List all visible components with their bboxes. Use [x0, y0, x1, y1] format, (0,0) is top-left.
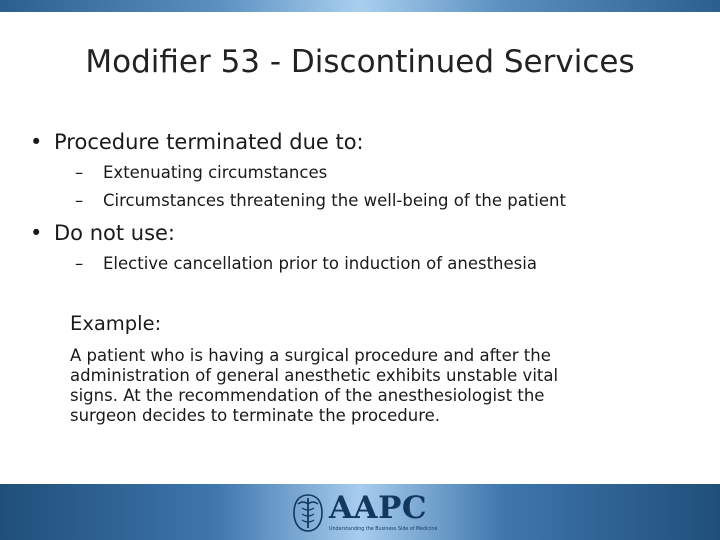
example-line: surgeon decides to terminate the procedure. — [70, 406, 441, 425]
logo-wordmark: AAPC — [329, 490, 428, 526]
example-line: A patient who is having a surgical procedure and after the — [70, 346, 551, 365]
sub-bullet-text: Extenuating circumstances — [103, 163, 328, 182]
sub-bullet-item — [75, 254, 537, 273]
bullet-item — [30, 221, 175, 245]
sub-bullet-text: Elective cancellation prior to induction of anesthesia — [103, 254, 537, 273]
sub-bullet-item — [75, 163, 327, 182]
bullet-text: Do not use: — [54, 221, 176, 245]
sub-bullet-text: Circumstances threatening the well-being of the patient — [103, 191, 566, 210]
logo-tagline: Understanding the Business Side of Medicine — [329, 527, 438, 532]
aapc-logo — [285, 489, 438, 536]
bullet-item — [30, 130, 364, 154]
sub-bullet-item — [75, 191, 566, 210]
dash-glyph: – — [75, 163, 84, 182]
dash-glyph: – — [75, 254, 84, 273]
example-line: administration of general anesthetic exhibits unstable vital — [70, 366, 559, 385]
example-line: signs. At the recommendation of the anesthesiologist the — [70, 386, 545, 405]
caduceus-icon — [291, 493, 325, 533]
example-text — [70, 346, 660, 426]
bullet-glyph: • — [30, 221, 43, 245]
bullet-text: Procedure terminated due to: — [54, 130, 364, 154]
dash-glyph: – — [75, 191, 84, 210]
example-label: Example: — [70, 312, 162, 335]
top-banner — [0, 0, 720, 12]
slide-title: Modifier 53 - Discontinued Services — [85, 44, 635, 80]
bullet-glyph: • — [30, 130, 43, 154]
